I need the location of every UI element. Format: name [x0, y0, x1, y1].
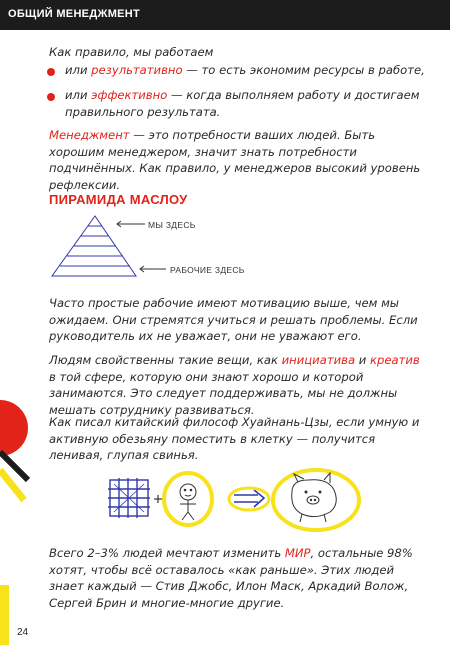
monkey-face-icon — [180, 484, 196, 520]
header-title: ОБЩИЙ МЕНЕДЖМЕНТ — [8, 8, 141, 20]
arrow-top-icon — [115, 219, 147, 229]
pig-icon — [292, 473, 337, 522]
pyramid-label-bottom: РАБОЧИЕ ЗДЕСЬ — [170, 265, 245, 275]
world-paragraph — [49, 545, 429, 611]
motivation-paragraph: Часто простые рабочие имеют мотивацию выше, чем мы ожидаем. Они стремятся учиться и решать проблемы. Если руководитель их не уважает, они не уважают его. — [49, 296, 418, 343]
creativity-term: креатив — [369, 353, 420, 367]
initiative-paragraph — [49, 352, 429, 418]
pyramid-label-top: МЫ ЗДЕСЬ — [148, 220, 196, 230]
cage-monkey-pig-drawing — [108, 468, 368, 538]
highlight-circle — [164, 473, 212, 525]
management-term: Менеджмент — [49, 128, 130, 142]
bullet-rest: — когда выполняем работу и достигаем правильного результата. — [65, 88, 420, 119]
arrow-icon — [234, 490, 264, 507]
world-text-1: Всего 2–3% людей мечтают изменить — [49, 546, 285, 560]
initiative-text-2: и — [355, 353, 370, 367]
decorative-stripes — [0, 440, 30, 510]
bullet-term: эффективно — [91, 88, 168, 102]
cage-icon — [108, 478, 150, 518]
intro-text: Как правило, мы работаем — [49, 45, 214, 59]
philosopher-paragraph: Как писал китайский философ Хуайнань-Цзы, если умную и активную обезьяну поместить в клетку — получится ленивая, глупая свинья. — [49, 415, 420, 462]
initiative-text-1: Людям свойственны такие вещи, как — [49, 353, 282, 367]
bullet-marker — [47, 68, 55, 76]
world-term: МИР — [284, 546, 311, 560]
section-title: ПИРАМИДА МАСЛОУ — [49, 192, 188, 207]
page-header — [0, 0, 450, 30]
decorative-yellow-strip — [0, 585, 9, 645]
bullet-item — [65, 87, 435, 120]
bullet-marker — [47, 93, 55, 101]
management-paragraph — [49, 127, 429, 193]
page-number: 24 — [17, 627, 29, 638]
bullet-item — [65, 62, 435, 79]
world-text-2: , остальные 98% хотят, чтобы всё оставалось «как раньше». Этих людей знает каждый — Стив Джобс, Илон Маск, Аркадий Волож, Сергей Брин и многие-многие другие. — [49, 546, 413, 610]
bullet-term: результативно — [91, 63, 183, 77]
bullet-prefix: или — [65, 63, 92, 77]
arrow-bottom-icon — [138, 264, 168, 274]
bullet-prefix: или — [65, 88, 92, 102]
management-text: — это потребности ваших людей. Быть хорошим менеджером, значит знать потребности подчинённых. Как правило, у менеджеров высокий уровень рефлексии. — [49, 128, 421, 192]
initiative-text-3: в той сфере, которую они знают хорошо и которой занимаются. Это следует поддерживать, мы не должны мешать сотруднику развиваться. — [49, 369, 398, 417]
initiative-term: инициатива — [281, 353, 356, 367]
bullet-rest: — то есть экономим ресурсы в работе, — [182, 63, 425, 77]
